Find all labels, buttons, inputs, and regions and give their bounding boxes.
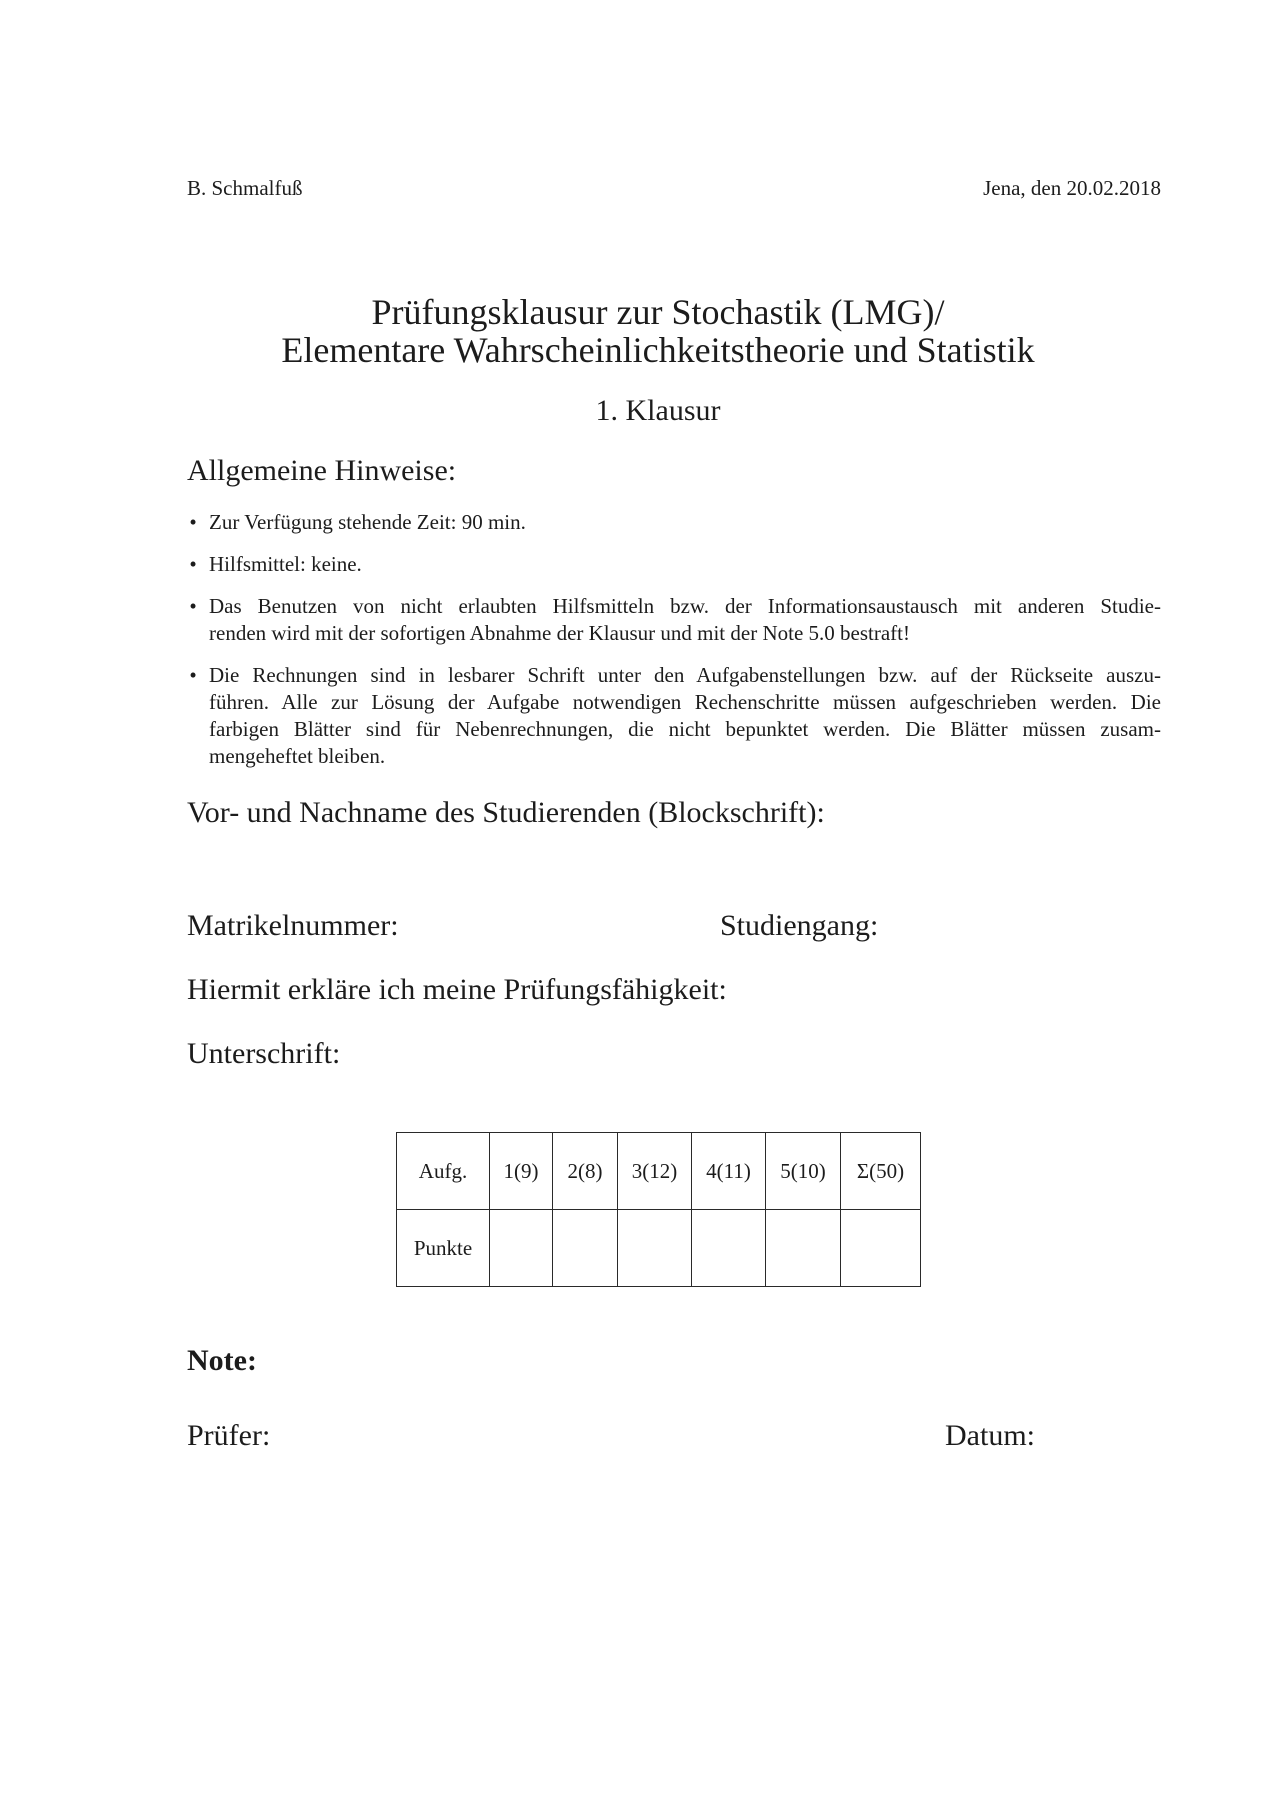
task-row <box>397 1133 921 1210</box>
task-column-header: 5(10) <box>766 1133 841 1210</box>
points-cell <box>553 1210 618 1287</box>
task-column-header: 1(9) <box>490 1133 553 1210</box>
exam-title <box>158 293 1158 369</box>
points-total-cell <box>841 1210 921 1287</box>
hint-item <box>187 509 1161 536</box>
hints-list <box>187 509 1161 785</box>
hint-item <box>187 662 1161 770</box>
hint-line: führen. Alle zur Lösung der Aufgabe notwendigen Rechenschritte müssen aufgeschrieben werden. Die <box>209 690 1161 714</box>
date-label: Datum: <box>945 1419 1035 1452</box>
hint-line: Die Rechnungen sind in lesbarer Schrift unter den Aufgabenstellungen bzw. auf der Rückseite auszu- <box>209 663 1161 687</box>
points-cell <box>490 1210 553 1287</box>
hint-line: Das Benutzen von nicht erlaubten Hilfsmitteln bzw. der Informationsaustausch mit anderen Studie- <box>209 594 1161 618</box>
task-column-header: 2(8) <box>553 1133 618 1210</box>
points-cell <box>766 1210 841 1287</box>
bullet-icon: • <box>189 552 197 576</box>
title-line-1: Prüfungsklausur zur Stochastik (LMG)/ <box>371 292 945 332</box>
bullet-icon: • <box>189 594 197 618</box>
bullet-icon: • <box>189 510 197 534</box>
hints-heading: Allgemeine Hinweise: <box>187 454 457 487</box>
hint-item <box>187 551 1161 578</box>
hint-line: renden wird mit der sofortigen Abnahme der Klausur und mit der Note 5.0 bestraft! <box>209 621 910 645</box>
student-name-label: Vor- und Nachname des Studierenden (Blockschrift): <box>187 796 825 829</box>
task-column-header: 3(12) <box>618 1133 692 1210</box>
author-name: B. Schmalfuß <box>187 176 303 200</box>
signature-label: Unterschrift: <box>187 1037 341 1070</box>
hint-item <box>187 593 1161 647</box>
bullet-icon: • <box>189 663 197 687</box>
hint-line: farbigen Blätter sind für Nebenrechnungen, die nicht bepunktet werden. Die Blätter müssen zusam- <box>209 717 1161 741</box>
examiner-label: Prüfer: <box>187 1419 271 1452</box>
declaration-label: Hiermit erkläre ich meine Prüfungsfähigkeit: <box>187 973 727 1006</box>
points-cell <box>692 1210 766 1287</box>
row-header-task: Aufg. <box>397 1133 490 1210</box>
degree-program-label: Studiengang: <box>720 909 879 942</box>
title-line-2: Elementare Wahrscheinlichkeitstheorie und Statistik <box>281 330 1035 370</box>
place-and-date: Jena, den 20.02.2018 <box>983 176 1161 200</box>
points-cell <box>618 1210 692 1287</box>
points-row <box>397 1210 921 1287</box>
score-table <box>396 1132 921 1287</box>
grade-label: Note: <box>187 1344 257 1377</box>
task-column-header: 4(11) <box>692 1133 766 1210</box>
hint-line: Hilfsmittel: keine. <box>209 552 362 576</box>
exam-subtitle: 1. Klausur <box>595 394 721 427</box>
hint-line: mengeheftet bleiben. <box>209 744 386 768</box>
matriculation-number-label: Matrikelnummer: <box>187 909 399 942</box>
row-header-points: Punkte <box>397 1210 490 1287</box>
total-column-header: Σ(50) <box>841 1133 921 1210</box>
hint-line: Zur Verfügung stehende Zeit: 90 min. <box>209 510 526 534</box>
